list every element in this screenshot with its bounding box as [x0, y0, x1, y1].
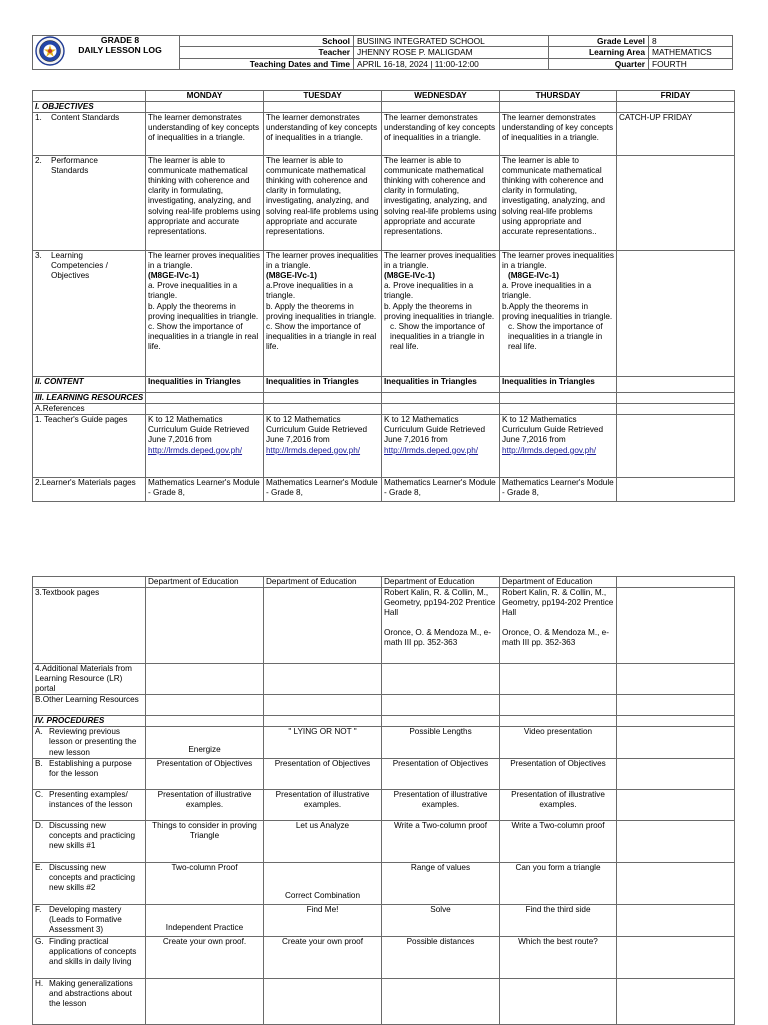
procedure-fri	[617, 904, 735, 936]
tg-mon: K to 12 Mathematics Curriculum Guide Retrieved June 7,2016 from http://lrmds.deped.gov.ph/	[146, 415, 264, 478]
procedure-fri	[617, 978, 735, 1024]
performance-wed: The learner is able to communicate mathematical thinking with coherence and clarity in formulating, investigating, analyzing, and solving real-life problems using appropriate and accurate representations.	[382, 156, 500, 251]
procedure-mon: Energize	[146, 727, 264, 758]
procedure-mon: Two-column Proof	[146, 862, 264, 904]
procedure-tue: Presentation of illustrative examples.	[264, 789, 382, 820]
tg-link-thu[interactable]: http://lrmds.deped.gov.ph/	[502, 445, 597, 455]
teacher-value: JHENNY ROSE P. MALIGDAM	[354, 47, 549, 58]
title-line2: DAILY LESSON LOG	[78, 44, 162, 55]
procedure-tue: " LYING OR NOT "	[264, 727, 382, 758]
procedure-thu: Find the third side	[500, 904, 617, 936]
procedure-label: G. Finding practical applications of concepts and skills in daily living	[33, 936, 146, 978]
area-label: Learning Area	[549, 47, 649, 58]
textbook-thu: Robert Kalin, R. & Collin, M., Geometry, pp194-202 Prentice Hall Oronce, O. & Mendoza M., e-math III pp. 352-363	[500, 588, 617, 664]
content-standards-label: 1. Content Standards	[33, 113, 146, 156]
procedure-thu: Presentation of illustrative examples.	[500, 789, 617, 820]
resources-heading: III. LEARNING RESOURCES	[33, 393, 146, 404]
day-monday: MONDAY	[146, 91, 264, 102]
procedure-wed: Possible distances	[382, 936, 500, 978]
procedure-thu: Video presentation	[500, 727, 617, 758]
textbook-label: 3.Textbook pages	[33, 588, 146, 664]
tg-link-tue[interactable]: http://lrmds.deped.gov.ph/	[266, 445, 361, 455]
procedure-mon: Things to consider in proving Triangle	[146, 820, 264, 862]
lm-cont-thu: Department of Education	[500, 577, 617, 588]
school-value: BUSIING INTEGRATED SCHOOL	[354, 36, 549, 47]
lesson-table-part1	[32, 90, 735, 502]
content-wed: Inequalities in Triangles	[382, 377, 500, 393]
additional-materials-label: 4.Additional Materials from Learning Resource (LR) portal	[33, 664, 146, 695]
header-table	[32, 35, 733, 70]
corner-cell	[33, 91, 146, 102]
procedure-label: E. Discussing new concepts and practicing new skills #2	[33, 862, 146, 904]
procedure-mon: Presentation of illustrative examples.	[146, 789, 264, 820]
procedure-tue: Presentation of Objectives	[264, 758, 382, 789]
procedure-row	[33, 789, 735, 820]
quarter-label: Quarter	[549, 58, 649, 69]
procedure-label: A. Reviewing previous lesson or presenting the new lesson	[33, 727, 146, 758]
day-friday: FRIDAY	[617, 91, 735, 102]
day-wednesday: WEDNESDAY	[382, 91, 500, 102]
lm-tue: Mathematics Learner's Module - Grade 8,	[264, 478, 382, 502]
procedure-tue	[264, 978, 382, 1024]
procedure-wed: Presentation of illustrative examples.	[382, 789, 500, 820]
procedure-mon: Presentation of Objectives	[146, 758, 264, 789]
procedure-row	[33, 820, 735, 862]
tg-thu: K to 12 Mathematics Curriculum Guide Retrieved June 7,2016 from http://lrmds.deped.gov.ph/	[500, 415, 617, 478]
content-standards-tue: The learner demonstrates understanding of key concepts of inequalities in a triangle.	[264, 113, 382, 156]
procedure-tue: Create your own proof	[264, 936, 382, 978]
procedure-tue: Correct Combination	[264, 862, 382, 904]
performance-standards-label: 2. Performance Standards	[33, 156, 146, 251]
procedure-mon: Independent Practice	[146, 904, 264, 936]
content-standards-thu: The learner demonstrates understanding of key concepts of inequalities in a triangle.	[500, 113, 617, 156]
lesson-table-part2	[32, 576, 735, 1025]
procedures-heading: IV. PROCEDURES	[33, 716, 146, 727]
procedure-tue: Find Me!	[264, 904, 382, 936]
dates-value: APRIL 16-18, 2024 | 11:00-12:00	[354, 58, 549, 69]
friday-note: CATCH-UP FRIDAY	[617, 113, 735, 156]
learners-materials-label: 2.Learner's Materials pages	[33, 478, 146, 502]
procedure-wed: Write a Two-column proof	[382, 820, 500, 862]
tg-link-mon[interactable]: http://lrmds.deped.gov.ph/	[148, 445, 243, 455]
procedure-row	[33, 904, 735, 936]
tg-wed: K to 12 Mathematics Curriculum Guide Retrieved June 7,2016 from http://lrmds.deped.gov.ph/	[382, 415, 500, 478]
procedure-fri	[617, 862, 735, 904]
content-tue: Inequalities in Triangles	[264, 377, 382, 393]
competencies-mon: The learner proves inequalities in a triangle. (M8GE-IVc-1) a. Prove inequalities in a triangle. b. Apply the theorems in proving inequalities in triangle. c. Show the importance of inequalities in a triangle in real life.	[146, 251, 264, 377]
objectives-heading: I. OBJECTIVES	[33, 102, 146, 113]
procedure-wed: Range of values	[382, 862, 500, 904]
procedure-thu: Can you form a triangle	[500, 862, 617, 904]
competencies-thu: The learner proves inequalities in a triangle. (M8GE-IVc-1) a. Prove inequalities in a triangle. b.Apply the theorems in proving inequalities in triangle. c. Show the importance of inequalities in a triangle in real life.	[500, 251, 617, 377]
day-tuesday: TUESDAY	[264, 91, 382, 102]
procedure-row	[33, 727, 735, 758]
competencies-tue: The learner proves inequalities in a triangle. (M8GE-IVc-1) a.Prove inequalities in a triangle. b. Apply the theorems in proving inequalities in triangle. c. Show the importance of inequalities in a triangle in real life.	[264, 251, 382, 377]
grade-value: 8	[649, 36, 733, 47]
other-resources-label: B.Other Learning Resources	[33, 695, 146, 716]
performance-mon: The learner is able to communicate mathematical thinking with coherence and clarity in formulating, investigating, analyzing, and solving real-life problems using appropriate and accurate representations.	[146, 156, 264, 251]
procedure-mon: Create your own proof.	[146, 936, 264, 978]
teacher-label: Teacher	[180, 47, 354, 58]
competencies-label: 3. Learning Competencies / Objectives	[33, 251, 146, 377]
lm-cont-mon: Department of Education	[146, 577, 264, 588]
content-thu: Inequalities in Triangles	[500, 377, 617, 393]
procedure-label: F. Developing mastery (Leads to Formative Assessment 3)	[33, 904, 146, 936]
lm-mon: Mathematics Learner's Module - Grade 8,	[146, 478, 264, 502]
procedure-wed: Presentation of Objectives	[382, 758, 500, 789]
references-label: A.References	[33, 404, 146, 415]
procedure-label: D. Discussing new concepts and practicing new skills #1	[33, 820, 146, 862]
procedure-fri	[617, 936, 735, 978]
procedure-row	[33, 758, 735, 789]
lm-wed: Mathematics Learner's Module - Grade 8,	[382, 478, 500, 502]
competencies-wed: The learner proves inequalities in a triangle. (M8GE-IVc-1) a. Prove inequalities in a triangle. b. Apply the theorems in proving inequalities in triangle. c. Show the importance of inequalities in a triangle in real life.	[382, 251, 500, 377]
performance-thu: The learner is able to communicate mathematical thinking with coherence and clarity in formulating, investigating, analyzing, and solving real-life problems using appropriate and accurate representations..	[500, 156, 617, 251]
procedure-wed	[382, 978, 500, 1024]
content-mon: Inequalities in Triangles	[146, 377, 264, 393]
content-standards-wed: The learner demonstrates understanding of key concepts of inequalities in a triangle.	[382, 113, 500, 156]
tg-tue: K to 12 Mathematics Curriculum Guide Retrieved June 7,2016 from http://lrmds.deped.gov.ph/	[264, 415, 382, 478]
procedure-fri	[617, 727, 735, 758]
title-line1: GRADE 8	[100, 35, 140, 45]
procedure-tue: Let us Analyze	[264, 820, 382, 862]
area-value: MATHEMATICS	[649, 47, 733, 58]
quarter-value: FOURTH	[649, 58, 733, 69]
day-thursday: THURSDAY	[500, 91, 617, 102]
procedure-wed: Solve	[382, 904, 500, 936]
procedure-fri	[617, 820, 735, 862]
procedure-fri	[617, 789, 735, 820]
procedure-thu: Which the best route?	[500, 936, 617, 978]
procedure-thu: Write a Two-column proof	[500, 820, 617, 862]
procedure-thu	[500, 978, 617, 1024]
textbook-wed: Robert Kalin, R. & Collin, M., Geometry, pp194-202 Prentice Hall Oronce, O. & Mendoza M., e-math III pp. 352-363	[382, 588, 500, 664]
lm-cont-tue: Department of Education	[264, 577, 382, 588]
procedure-label: H. Making generalizations and abstractions about the lesson	[33, 978, 146, 1024]
title-cell	[33, 36, 180, 70]
lm-cont-wed: Department of Education	[382, 577, 500, 588]
procedure-row	[33, 936, 735, 978]
grade-label: Grade Level	[549, 36, 649, 47]
school-label: School	[180, 36, 354, 47]
tg-link-wed[interactable]: http://lrmds.deped.gov.ph/	[384, 445, 479, 455]
procedure-label: C. Presenting examples/ instances of the lesson	[33, 789, 146, 820]
procedure-fri	[617, 758, 735, 789]
procedure-label: B. Establishing a purpose for the lesson	[33, 758, 146, 789]
content-heading: II. CONTENT	[33, 377, 146, 393]
content-standards-mon: The learner demonstrates understanding of key concepts of inequalities in a triangle.	[146, 113, 264, 156]
teachers-guide-label: 1. Teacher's Guide pages	[33, 415, 146, 478]
procedure-wed: Possible Lengths	[382, 727, 500, 758]
procedure-thu: Presentation of Objectives	[500, 758, 617, 789]
procedure-row	[33, 862, 735, 904]
lm-thu: Mathematics Learner's Module - Grade 8,	[500, 478, 617, 502]
dates-label: Teaching Dates and Time	[180, 58, 354, 69]
procedure-row	[33, 978, 735, 1024]
performance-tue: The learner is able to communicate mathematical thinking with coherence and clarity in formulating, investigating, analyzing, and solving real-life problems using appropriate and accurate representations.	[264, 156, 382, 251]
procedure-mon	[146, 978, 264, 1024]
